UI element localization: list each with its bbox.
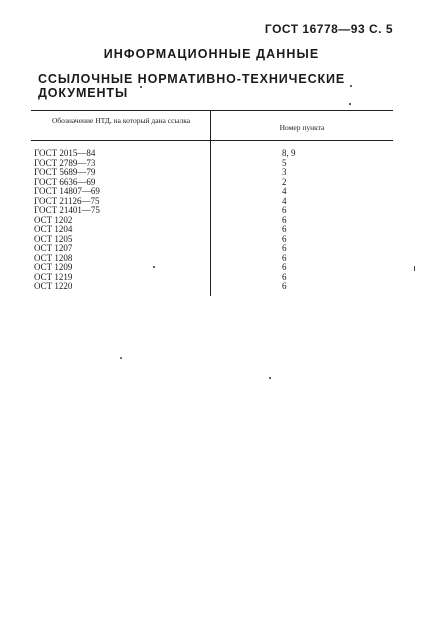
row-item-number: 6 — [282, 252, 287, 263]
row-reference: ГОСТ 6636—69 — [34, 176, 96, 187]
row-item-number: 2 — [282, 176, 287, 187]
table-row — [34, 282, 334, 292]
row-reference: ОСТ 1205 — [34, 233, 73, 244]
row-reference: ГОСТ 5689—79 — [34, 167, 96, 177]
table-top-rule — [31, 110, 393, 111]
scan-speck — [153, 266, 155, 268]
row-reference: ГОСТ 2015—84 — [34, 148, 96, 158]
row-reference: ОСТ 1204 — [34, 224, 73, 234]
subtitle: ССЫЛОЧНЫЕ НОРМАТИВНО-ТЕХНИЧЕСКИЕ ДОКУМЕНТЫ — [38, 72, 346, 100]
row-item-number: 5 — [282, 157, 287, 168]
table-row — [34, 263, 334, 273]
row-item-number: 6 — [282, 243, 287, 253]
row-reference: ГОСТ 14807—69 — [34, 186, 100, 196]
row-item-number: 6 — [282, 262, 287, 272]
table-body — [34, 149, 334, 292]
table-row — [34, 235, 334, 245]
table-row — [34, 273, 334, 283]
row-reference: ОСТ 1207 — [34, 243, 73, 253]
column-header-item: Номер пункта — [279, 123, 325, 132]
row-reference: ОСТ 1208 — [34, 252, 73, 263]
table-row — [34, 254, 334, 264]
row-reference: ГОСТ 21126—75 — [34, 195, 100, 206]
row-reference: ОСТ 1219 — [34, 271, 73, 282]
row-reference: ОСТ 1209 — [34, 262, 73, 272]
row-item-number: 6 — [282, 205, 287, 215]
row-item-number: 4 — [282, 195, 287, 206]
table-row — [34, 225, 334, 235]
section-title: ИНФОРМАЦИОННЫЕ ДАННЫЕ — [103, 47, 320, 61]
scan-speck — [414, 266, 415, 271]
scan-speck — [349, 103, 351, 105]
row-item-number: 8, 9 — [282, 148, 296, 158]
row-item-number: 4 — [282, 186, 287, 196]
table-row — [34, 216, 334, 226]
scan-speck — [269, 377, 271, 379]
table-row — [34, 206, 334, 216]
page-header: ГОСТ 16778—93 С. 5 — [264, 22, 393, 36]
row-item-number: 6 — [282, 281, 287, 291]
scan-speck — [140, 86, 142, 88]
row-item-number: 6 — [282, 271, 287, 282]
row-reference: ОСТ 1220 — [34, 281, 73, 291]
scan-speck — [120, 357, 122, 359]
row-item-number: 6 — [282, 214, 287, 225]
table-row — [34, 244, 334, 254]
row-reference: ГОСТ 21401—75 — [34, 205, 100, 215]
column-header-reference: Обозначение НТД, на который дана ссылка — [51, 116, 191, 125]
row-item-number: 6 — [282, 224, 287, 234]
scan-speck — [350, 85, 352, 87]
row-item-number: 3 — [282, 167, 287, 177]
table-header-rule — [31, 140, 393, 141]
row-reference: ОСТ 1202 — [34, 214, 73, 225]
row-reference: ГОСТ 2789—73 — [34, 157, 96, 168]
row-item-number: 6 — [282, 233, 287, 244]
